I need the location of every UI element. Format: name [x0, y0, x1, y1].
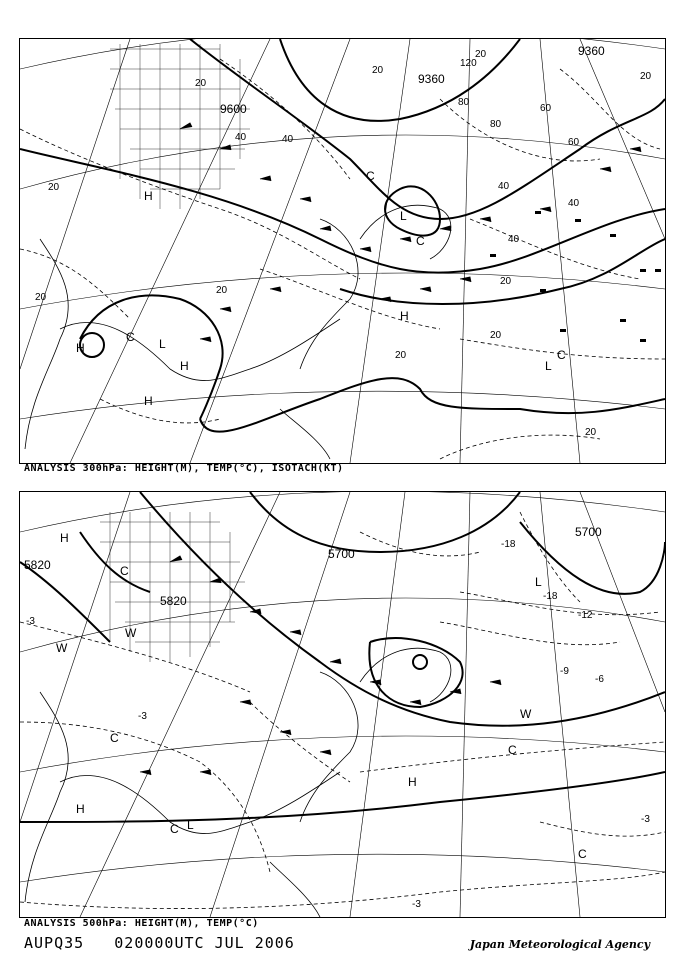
coastlines: [25, 205, 451, 459]
temp-label: -18: [543, 591, 558, 602]
isotach-label: 20: [48, 182, 60, 193]
high-center: H: [76, 802, 85, 816]
wind-barbs: [140, 556, 501, 775]
low-center: L: [159, 337, 166, 351]
cold-center: C: [170, 822, 179, 836]
temp-label: -3: [138, 711, 147, 722]
map-300hpa-panel: [19, 38, 666, 464]
isotach-label: 40: [568, 198, 580, 209]
isotach-label: 40: [508, 234, 520, 245]
height-label: 5700: [328, 547, 355, 561]
coastlines: [25, 648, 451, 917]
warm-center: W: [56, 641, 68, 655]
map-300hpa-chart: [20, 39, 665, 463]
high-center: H: [180, 359, 189, 373]
warm-center: W: [520, 707, 532, 721]
isotach-label: 20: [640, 71, 652, 82]
isotach-label: 20: [216, 285, 228, 296]
isotach-label: 40: [235, 132, 247, 143]
isotach-label: 40: [498, 181, 510, 192]
cold-center: C: [557, 348, 566, 362]
isotach-label: 20: [372, 65, 384, 76]
isotach-label: 40: [282, 134, 294, 145]
cold-center: C: [578, 847, 587, 861]
caption-500hpa: ANALYSIS 500hPa: HEIGHT(M), TEMP(°C): [24, 918, 259, 929]
temp-label: -3: [412, 899, 421, 910]
terrain-grid: [100, 512, 245, 662]
high-center: H: [144, 394, 153, 408]
height-label: 5700: [575, 525, 602, 539]
isotach-label: 20: [395, 350, 407, 361]
cold-center: C: [366, 169, 375, 183]
temp-label: -18: [501, 539, 516, 550]
map-500hpa-chart: [20, 492, 665, 917]
high-center: H: [76, 341, 85, 355]
isotach-label: 20: [195, 78, 207, 89]
height-label: 5820: [160, 594, 187, 608]
height-label: 9360: [418, 72, 445, 86]
agency-credit: Japan Meteorological Agency: [469, 938, 650, 951]
isotach-label: 20: [585, 427, 597, 438]
isotach-label: 20: [35, 292, 47, 303]
flag-marks: [490, 211, 661, 342]
temp-label: -12: [578, 610, 593, 621]
cold-center: C: [416, 234, 425, 248]
chart-code-and-time: AUPQ35 020000UTC JUL 2006: [24, 934, 295, 952]
height-label: 9360: [578, 44, 605, 58]
cold-center: C: [508, 743, 517, 757]
height-contours: [20, 39, 665, 432]
isotach-label: 80: [458, 97, 470, 108]
low-center: L: [535, 575, 542, 589]
high-center: H: [144, 189, 153, 203]
low-center: L: [187, 818, 194, 832]
isotach-label: 20: [500, 276, 512, 287]
height-label: 9600: [220, 102, 247, 116]
temp-label: -3: [641, 814, 650, 825]
temp-label: -6: [595, 674, 604, 685]
low-center: L: [545, 359, 552, 373]
high-center: H: [400, 309, 409, 323]
warm-center: W: [125, 626, 137, 640]
isotach-label: 60: [568, 137, 580, 148]
map-500hpa-panel: [19, 491, 666, 918]
graticule: [20, 39, 665, 463]
isotach-label: 80: [490, 119, 502, 130]
isotach-label: 20: [490, 330, 502, 341]
isotach-label: 120: [460, 58, 477, 69]
low-center: L: [400, 209, 407, 223]
height-contours: [20, 492, 665, 822]
caption-300hpa: ANALYSIS 300hPa: HEIGHT(M), TEMP(°C), ISOTACH(KT): [24, 463, 344, 474]
high-center: H: [60, 531, 69, 545]
high-center: H: [408, 775, 417, 789]
cold-center: C: [120, 564, 129, 578]
cold-center: C: [126, 330, 135, 344]
temp-label: -3: [26, 616, 35, 627]
cold-center: C: [110, 731, 119, 745]
height-label: 5820: [24, 558, 51, 572]
temp-label: -9: [560, 666, 569, 677]
isotach-label: 20: [475, 49, 487, 60]
isotach-label: 60: [540, 103, 552, 114]
